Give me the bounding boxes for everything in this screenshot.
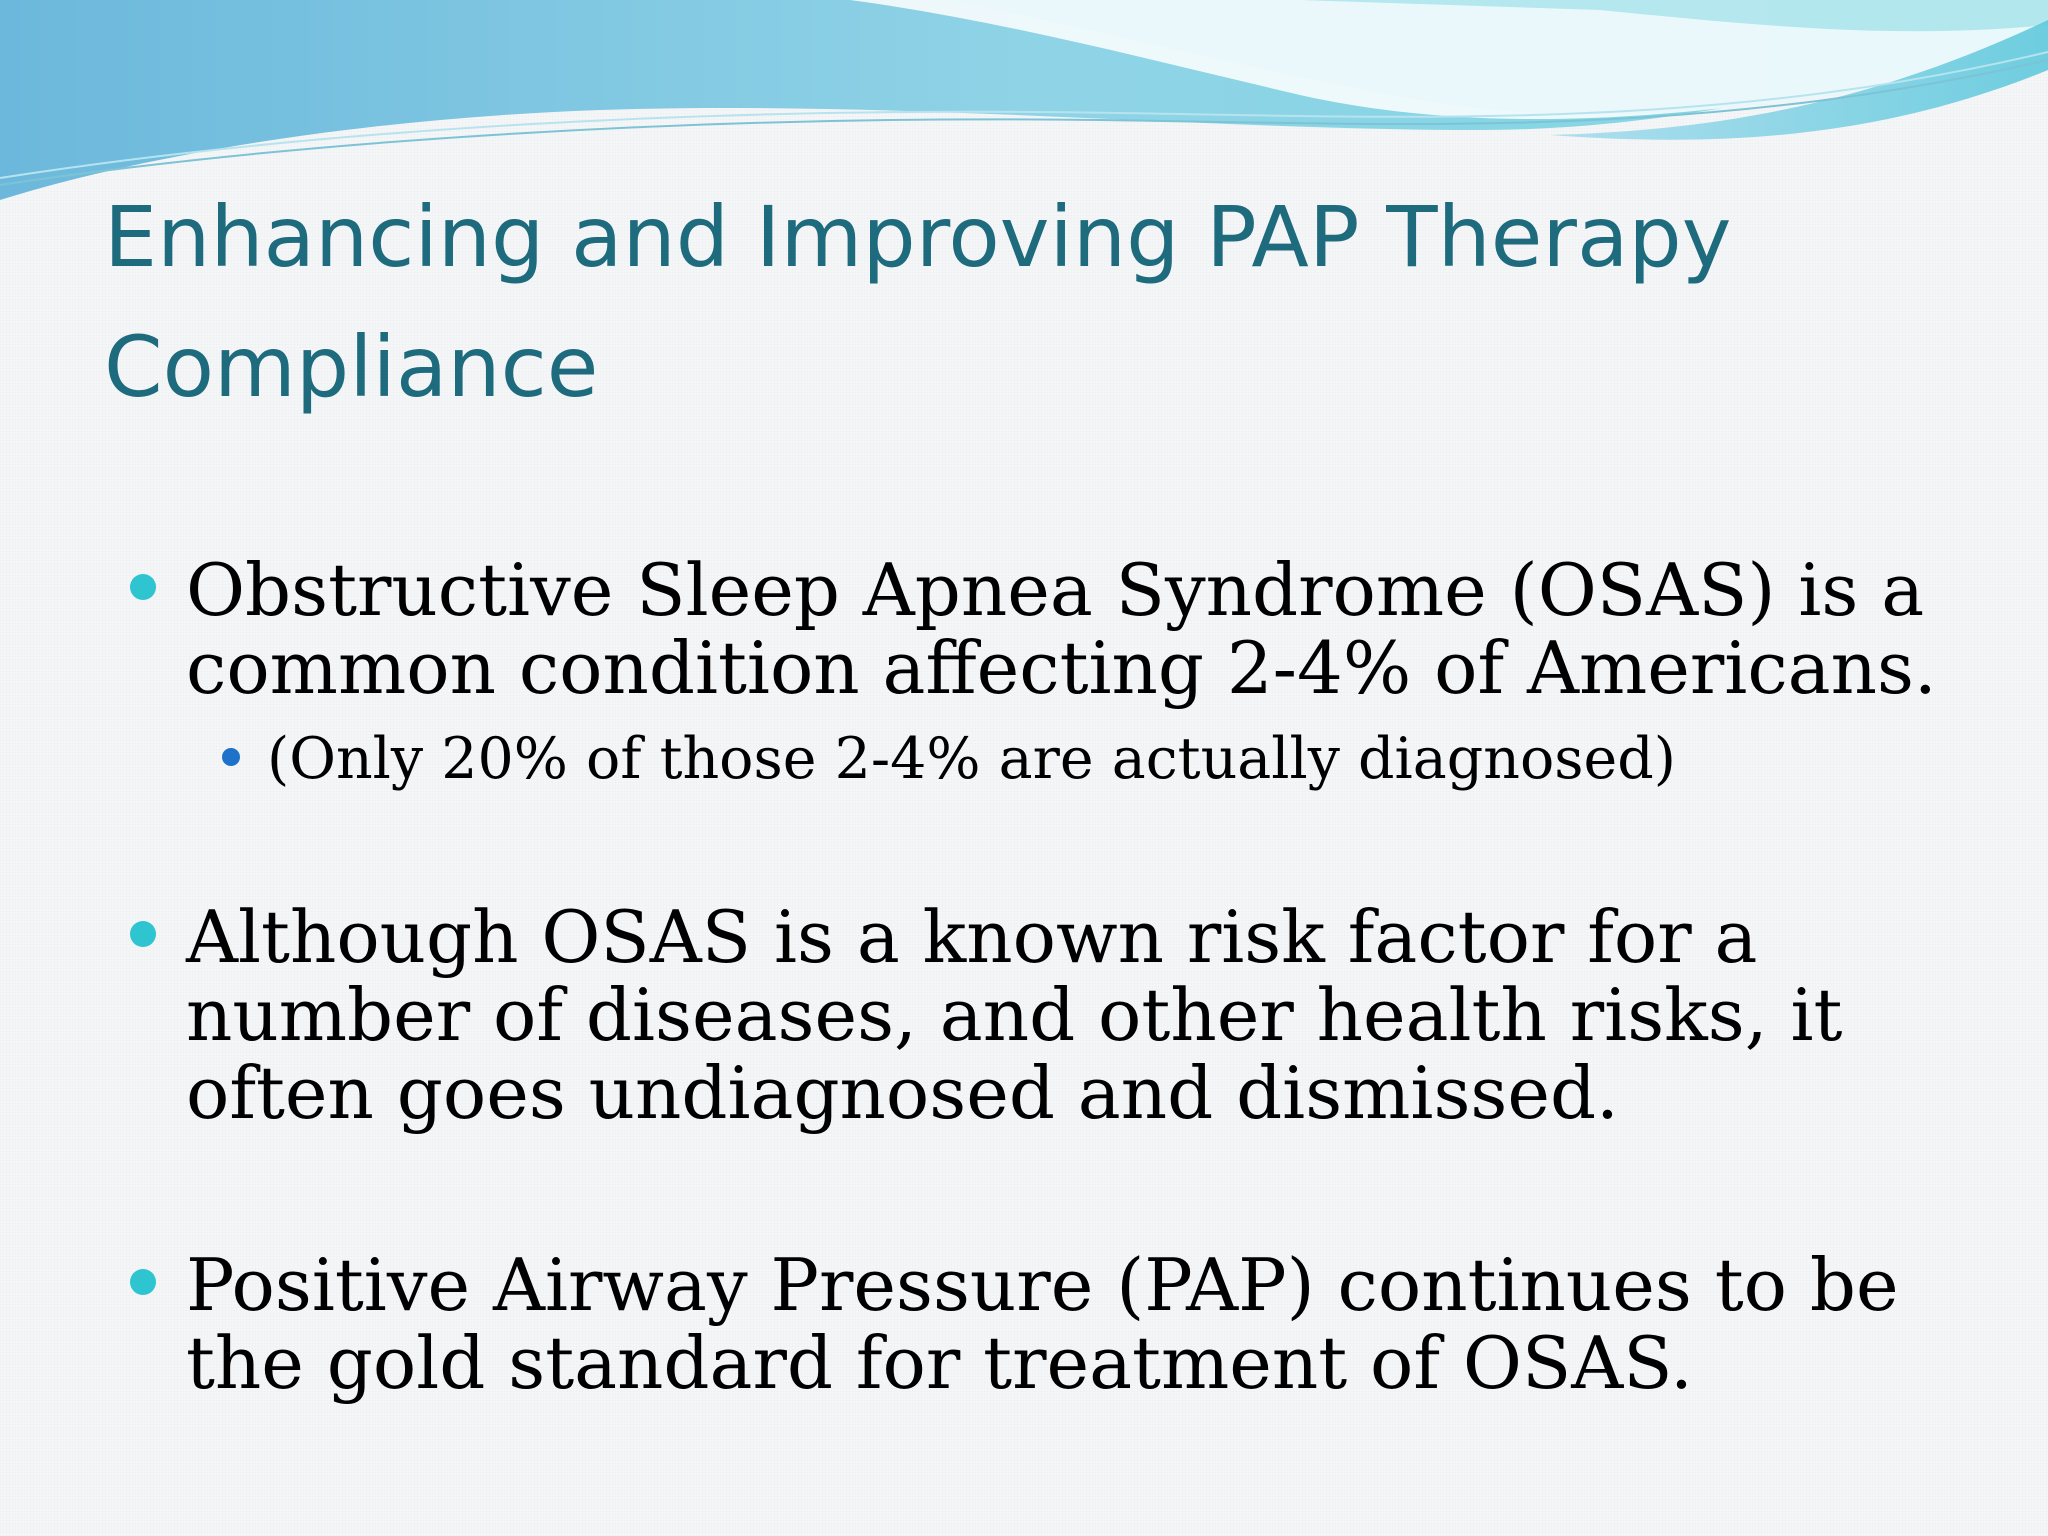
bullet-icon (130, 574, 156, 600)
bullet-icon (130, 921, 156, 947)
sub-bullet-item-diagnosed: (Only 20% of those 2-4% are actually diagnosed) (267, 726, 1676, 792)
bullet-item-pap: Positive Airway Pressure (PAP) continues to be the gold standard for treatment of OSAS. (186, 1243, 1899, 1405)
slide-title: Enhancing and Improving PAP Therapy Compliance (104, 188, 1732, 416)
bullet-icon (130, 1269, 156, 1295)
bullet-item-risk-factor: Although OSAS is a known risk factor for a number of diseases, and other health risks, it often goes undiagnosed and dismissed. (186, 895, 1843, 1135)
sub-bullet-icon (222, 748, 240, 766)
bullet-item-osas: Obstructive Sleep Apnea Syndrome (OSAS) is a common condition affecting 2-4% of Americans. (186, 548, 1937, 710)
